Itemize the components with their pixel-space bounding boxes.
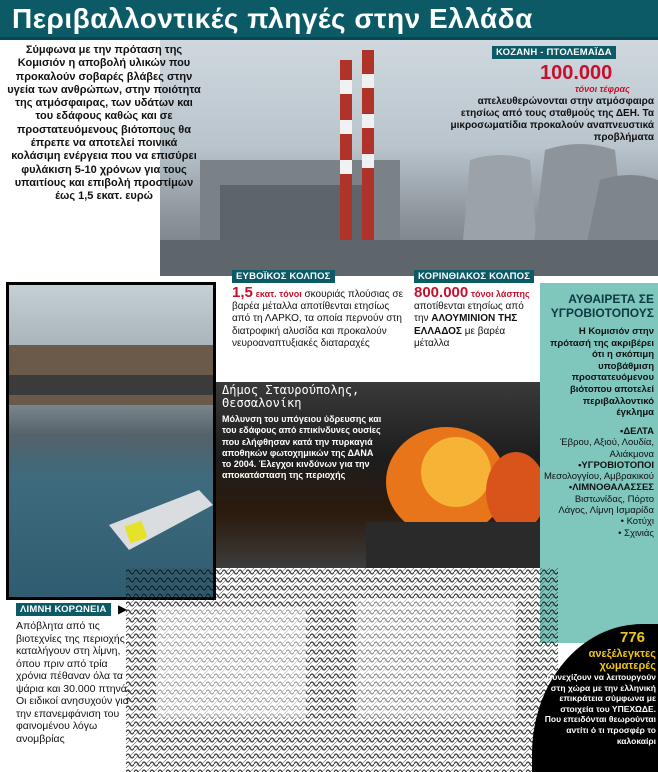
dumps-text: συνεχίζουν να λειτουργούν στη χώρα με την ελληνική επικράτεια σύμφωνα με στοιχεία του ΥΠΕΧΩΔΕ. Που επειδόνται θεωρούνται αντίτι ό τι προσφέρ το καλοκαίρι [544,672,656,746]
evvoikos-number: 1,5 [232,284,253,301]
evvoikos-tag: ΕΥΒΟΪΚΟΣ ΚΟΛΠΟΣ [232,270,335,283]
wetland-group: • Κοτύχι [620,516,654,528]
koroneia-tag: ΛΙΜΝΗ ΚΟΡΩΝΕΙΑ [16,603,111,616]
wetland-group: • Σχινιάς [618,527,654,539]
korinthiakos-unit: τόνοι λάσπης [471,289,530,299]
wetlands-text: Η Κομισιόν στην πρότασή της ακριβέρει ότι η σκόπιμη υποβάθμιση προστατευόμενου βιότοπου αποτελεί περιβαλλοντικό έγκλημα [550,326,654,419]
koroneia-text: Απόβλητα από τις βιοτεχνίες της περιοχής καταλήγουν στη λίμνη, όπου πριν από τρία χρόνια πέθαναν όλα τα ψάρια και 30.000 πτηνά. Οι ειδικοί ανησυχούν για την επανεμφάνιση του φαινομένου λόγω ανομβρίας [16,620,130,745]
dumps-number: 776 [620,629,646,646]
dumps-label: ανεξέλεγκτες χωματερές [588,648,656,672]
stavroupoli-heading: Δήμος Σταυρούπολης, Θεσσαλονίκη [222,383,360,410]
evvoikos-unit: εκατ. τόνοι [255,289,302,299]
evvoikos-text [232,284,407,350]
page-title: Περιβαλλοντικές πληγές στην Ελλάδα [12,3,533,34]
korinthiakos-desc-before: αποτίθενται ετησίως από την [414,301,524,325]
wetlands-title: ΑΥΘΑΙΡΕΤΑ ΣΕ ΥΓΡΟΒΙΟΤΟΠΟΥΣ [550,292,654,320]
evvoikos-desc: σκουριάς πλούσιας σε βαρέα μέταλλα αποτίθενται ετησίως από τη ΛΑΡΚΟ, τα οποία περνούν στη διατροφική αλυσίδα και προκαλούν νευροαναπτυξιακές διαταραχές [232,289,404,349]
korinthiakos-text [414,284,534,350]
kozani-unit: τόνοι τέφρας [575,84,630,94]
wetland-group: •ΛΙΜΝΟΘΑΛΑΣΣΕΣ Βιστωνίδας, Πόρτο Λάγος, Λίμνη Ισμαρίδα [558,482,654,517]
arrow-right-icon: ▶ [118,602,128,616]
ship-illustration [9,285,213,597]
kozani-text: απελευθερώνονται στην ατμόσφαιρα ετησίως από τους σταθμούς της ΔΕΗ. Τα μικροσωματίδια προκαλούν αναπνευστικά προβλήματα [450,96,654,143]
stavroupoli-text: Μόλυνση του υπόγειου ύδρευσης και του εδάφους από επικίνδυνες ουσίες που ελήφθησαν κατά την πυρκαγιά αποθηκών φωτοχημικών της ΔΑΝΑ το 2004. Έλεγχοι κινδύνων για την αποκατάσταση της περιοχής [222,414,382,481]
ship-photo [6,282,216,600]
intro-text: Σύμφωνα με την πρόταση της Κομισιόν η αποβολή υλικών που προκαλούν σοβαρές βλάβες στην υγεία των ανθρώπων, στην ποιότητα της ατμόσφαιρας, των υδάτων και του εδάφους καθώς και σε προστατευόμενους βιότοπους θα έπρεπε να αποτελεί ποινικά κολάσιμη ενέργεια που να επισύρει φυλάκιση 5-10 χρόνων για τους υπαιτίους και επιβολή προστίμων έως 1,5 εκατ. ευρώ [7,44,201,203]
wetland-group: •ΔΕΛΤΑ Έβρου, Αξιού, Λουδία, Αλιάκμονα [560,426,654,460]
kozani-number: 100.000 [540,62,613,84]
kozani-tag: ΚΟΖΑΝΗ - ΠΤΟΛΕΜΑΪΔΑ [492,46,616,59]
wetlands-list [544,426,654,539]
korinthiakos-tag: ΚΟΡΙΝΘΙΑΚΟΣ ΚΟΛΠΟΣ [414,270,534,283]
scribble-drawing [126,568,558,772]
wetland-group: •ΥΓΡΟΒΙΟΤΟΠΟΙ Μεσολογγίου, Αμβρακικού [544,459,654,483]
scribble-illustration [126,568,558,772]
korinthiakos-desc-after: με βαρέα μέταλλα [414,325,506,349]
korinthiakos-company: ΑΛΟΥΜΙΝΙΟΝ ΤΗΣ ΕΛΛΑΔΟΣ [414,313,518,337]
korinthiakos-number: 800.000 [414,284,469,301]
